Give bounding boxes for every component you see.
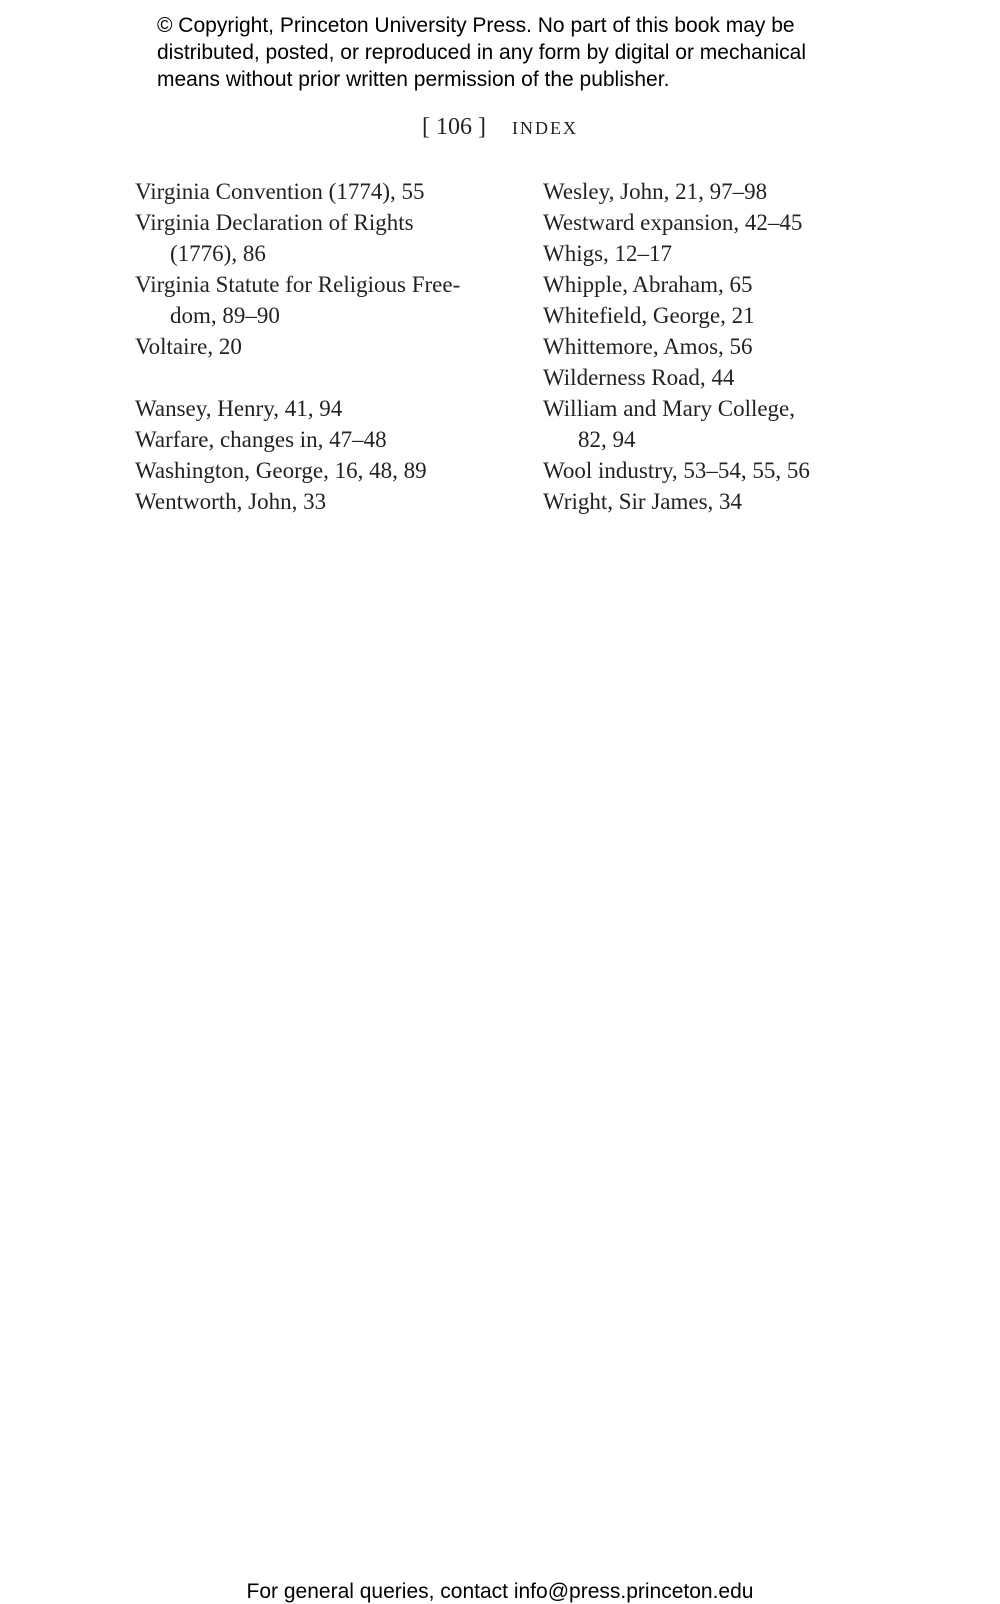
index-entry-text: Wansey, Henry, 41, 94	[135, 396, 343, 421]
index-entry-continuation: dom, 89–90	[170, 303, 280, 328]
index-entry	[543, 176, 903, 207]
index-entry-text: Whitefield, George, 21	[543, 303, 755, 328]
index-entry-continuation: 82, 94	[578, 427, 636, 452]
index-entry	[135, 455, 515, 486]
index-entry	[135, 207, 515, 269]
copyright-line: distributed, posted, or reproduced in any form by digital or mechanical	[157, 41, 807, 64]
index-entry	[135, 176, 515, 207]
copyright-notice	[157, 12, 917, 93]
index-entry-text: Whigs, 12–17	[543, 241, 673, 266]
index-entry	[135, 486, 515, 517]
index-entry	[543, 238, 903, 269]
index-entry-text: Whipple, Abraham, 65	[543, 272, 753, 297]
index-entry-text: Westward expansion, 42–45	[543, 210, 803, 235]
index-entry-text: Wright, Sir James, 34	[543, 489, 743, 514]
index-entry-text: Washington, George, 16, 48, 89	[135, 458, 427, 483]
index-entry-text: Voltaire, 20	[135, 334, 242, 359]
index-entry-text: Wilderness Road, 44	[543, 365, 735, 390]
index-entry	[543, 486, 903, 517]
index-entry	[543, 393, 903, 455]
index-entry-text: Warfare, changes in, 47–48	[135, 427, 387, 452]
index-entry	[135, 424, 515, 455]
index-entry-text: Wool industry, 53–54, 55, 56	[543, 458, 810, 483]
index-entry-text: Wentworth, John, 33	[135, 489, 327, 514]
page-number: [ 106 ]	[422, 114, 486, 140]
copyright-line: © Copyright, Princeton University Press. No part of this book may be	[157, 14, 795, 37]
letter-group-gap	[135, 362, 515, 393]
index-entry-text: Wesley, John, 21, 97–98	[543, 179, 768, 204]
index-entry	[543, 269, 903, 300]
index-column-left	[135, 176, 515, 517]
index-entry	[543, 331, 903, 362]
index-entry-text: Virginia Declaration of Rights	[135, 210, 414, 235]
index-entry-text: Whittemore, Amos, 56	[543, 334, 753, 359]
index-entry-text: Virginia Convention (1774), 55	[135, 179, 425, 204]
index-entry	[135, 269, 515, 331]
index-column-right	[543, 176, 903, 517]
index-entry-text: William and Mary College,	[543, 396, 796, 421]
section-title: index	[511, 113, 578, 140]
index-entry-continuation: (1776), 86	[170, 241, 266, 266]
index-entry	[135, 393, 515, 424]
index-entry	[543, 207, 903, 238]
index-entry	[135, 331, 515, 362]
index-entry-text: Virginia Statute for Religious Free-	[135, 272, 461, 297]
index-entry	[543, 455, 903, 486]
footer-contact: For general queries, contact info@press.princeton.edu	[246, 1580, 754, 1603]
copyright-line: means without prior written permission of the publisher.	[157, 68, 670, 91]
index-entry	[543, 362, 903, 393]
index-entry	[543, 300, 903, 331]
running-head	[0, 113, 1000, 141]
